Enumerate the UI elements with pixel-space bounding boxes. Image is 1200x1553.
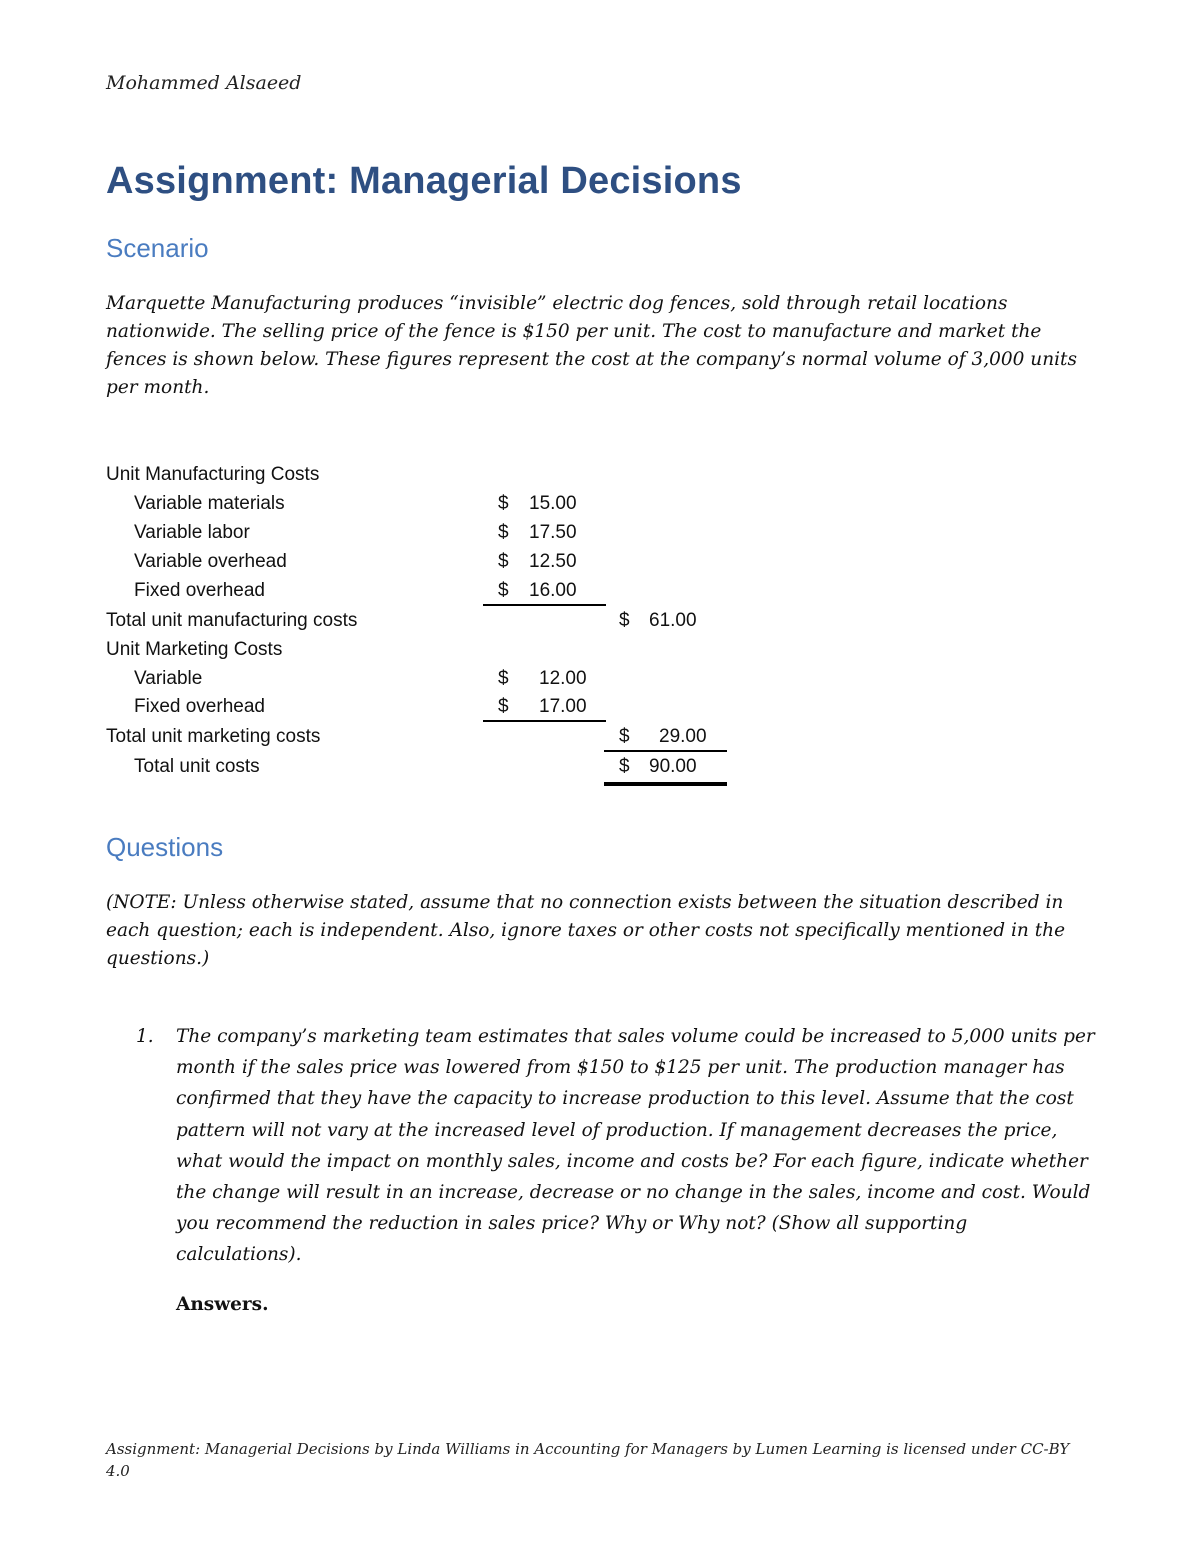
mkt-item-amount: 17.00 — [539, 696, 587, 717]
mkt-total-label: Total unit marketing costs — [106, 726, 321, 747]
mfg-subtotal-rule — [483, 604, 606, 606]
page-title: Assignment: Managerial Decisions — [106, 160, 742, 202]
grand-total-currency: $ — [619, 756, 630, 777]
mfg-item-label: Variable overhead — [134, 551, 287, 572]
mkt-item-label: Variable — [134, 668, 203, 689]
mfg-item-amount: 17.50 — [529, 522, 577, 543]
mfg-item-amount: 16.00 — [529, 580, 577, 601]
mfg-item-label: Variable labor — [134, 522, 250, 543]
mkt-subtotal-rule — [483, 720, 606, 722]
mfg-item-currency: $ — [498, 551, 509, 572]
question-number: 1. — [136, 1026, 154, 1047]
mkt-heading: Unit Marketing Costs — [106, 639, 283, 660]
mfg-item-amount: 12.50 — [529, 551, 577, 572]
grand-total-amount: 90.00 — [649, 756, 697, 777]
mfg-item-currency: $ — [498, 522, 509, 543]
author-name: Mohammed Alsaeed — [106, 72, 302, 94]
mkt-item-amount: 12.00 — [539, 668, 587, 689]
mkt-total-currency: $ — [619, 726, 630, 747]
mkt-total-amount: 29.00 — [659, 726, 707, 747]
scenario-paragraph: Marquette Manufacturing produces “invisible” electric dog fences, sold through retail locations nationwide. The selling price of the fence is $150 per unit. The cost to manufacture and market the fences is shown below. These figures represent the cost at the company’s normal volume of 3,000 units per month. — [106, 293, 1077, 398]
mfg-total-currency: $ — [619, 610, 630, 631]
question-list — [136, 1021, 1096, 1271]
question-text: The company’s marketing team estimates that sales volume could be increased to 5,000 units per month if the sales price was lowered from $150 to $125 per unit. The production manager has confirmed that they have the capacity to increase production to this level. Assume that the cost pattern will not vary at the increased level of production. If management decreases the price, what would the impact on monthly sales, income and costs be? For each figure, indicate whether the change will result in an increase, decrease or no change in the sales, income and cost. Would you recommend the reduction in sales price? Why or Why not? (Show all supporting calculations). — [176, 1026, 1095, 1266]
grand-total-label: Total unit costs — [134, 756, 260, 777]
mfg-heading: Unit Manufacturing Costs — [106, 464, 320, 485]
questions-heading: Questions — [106, 832, 224, 862]
mfg-item-label: Variable materials — [134, 493, 285, 514]
mkt-item-currency: $ — [498, 668, 509, 689]
mkt-item-currency: $ — [498, 696, 509, 717]
scenario-heading: Scenario — [106, 233, 209, 263]
mkt-item-label: Fixed overhead — [134, 696, 265, 717]
answers-label: Answers. — [176, 1294, 269, 1315]
mfg-item-currency: $ — [498, 493, 509, 514]
note-paragraph: (NOTE: Unless otherwise stated, assume that no connection exists between the situation described in each question; each is independent. Also, ignore taxes or other costs not specifically mentioned in the questions.) — [106, 892, 1066, 969]
mfg-item-currency: $ — [498, 580, 509, 601]
footer-attribution: Assignment: Managerial Decisions by Linda Williams in Accounting for Managers by Lumen Learning is licensed under CC-BY 4.0 — [106, 1440, 1070, 1480]
mkt-total-rule — [604, 750, 727, 752]
mfg-item-label: Fixed overhead — [134, 580, 265, 601]
mfg-item-amount: 15.00 — [529, 493, 577, 514]
mfg-total-label: Total unit manufacturing costs — [106, 610, 358, 631]
mfg-total-amount: 61.00 — [649, 610, 697, 631]
grand-total-rule — [604, 782, 727, 786]
